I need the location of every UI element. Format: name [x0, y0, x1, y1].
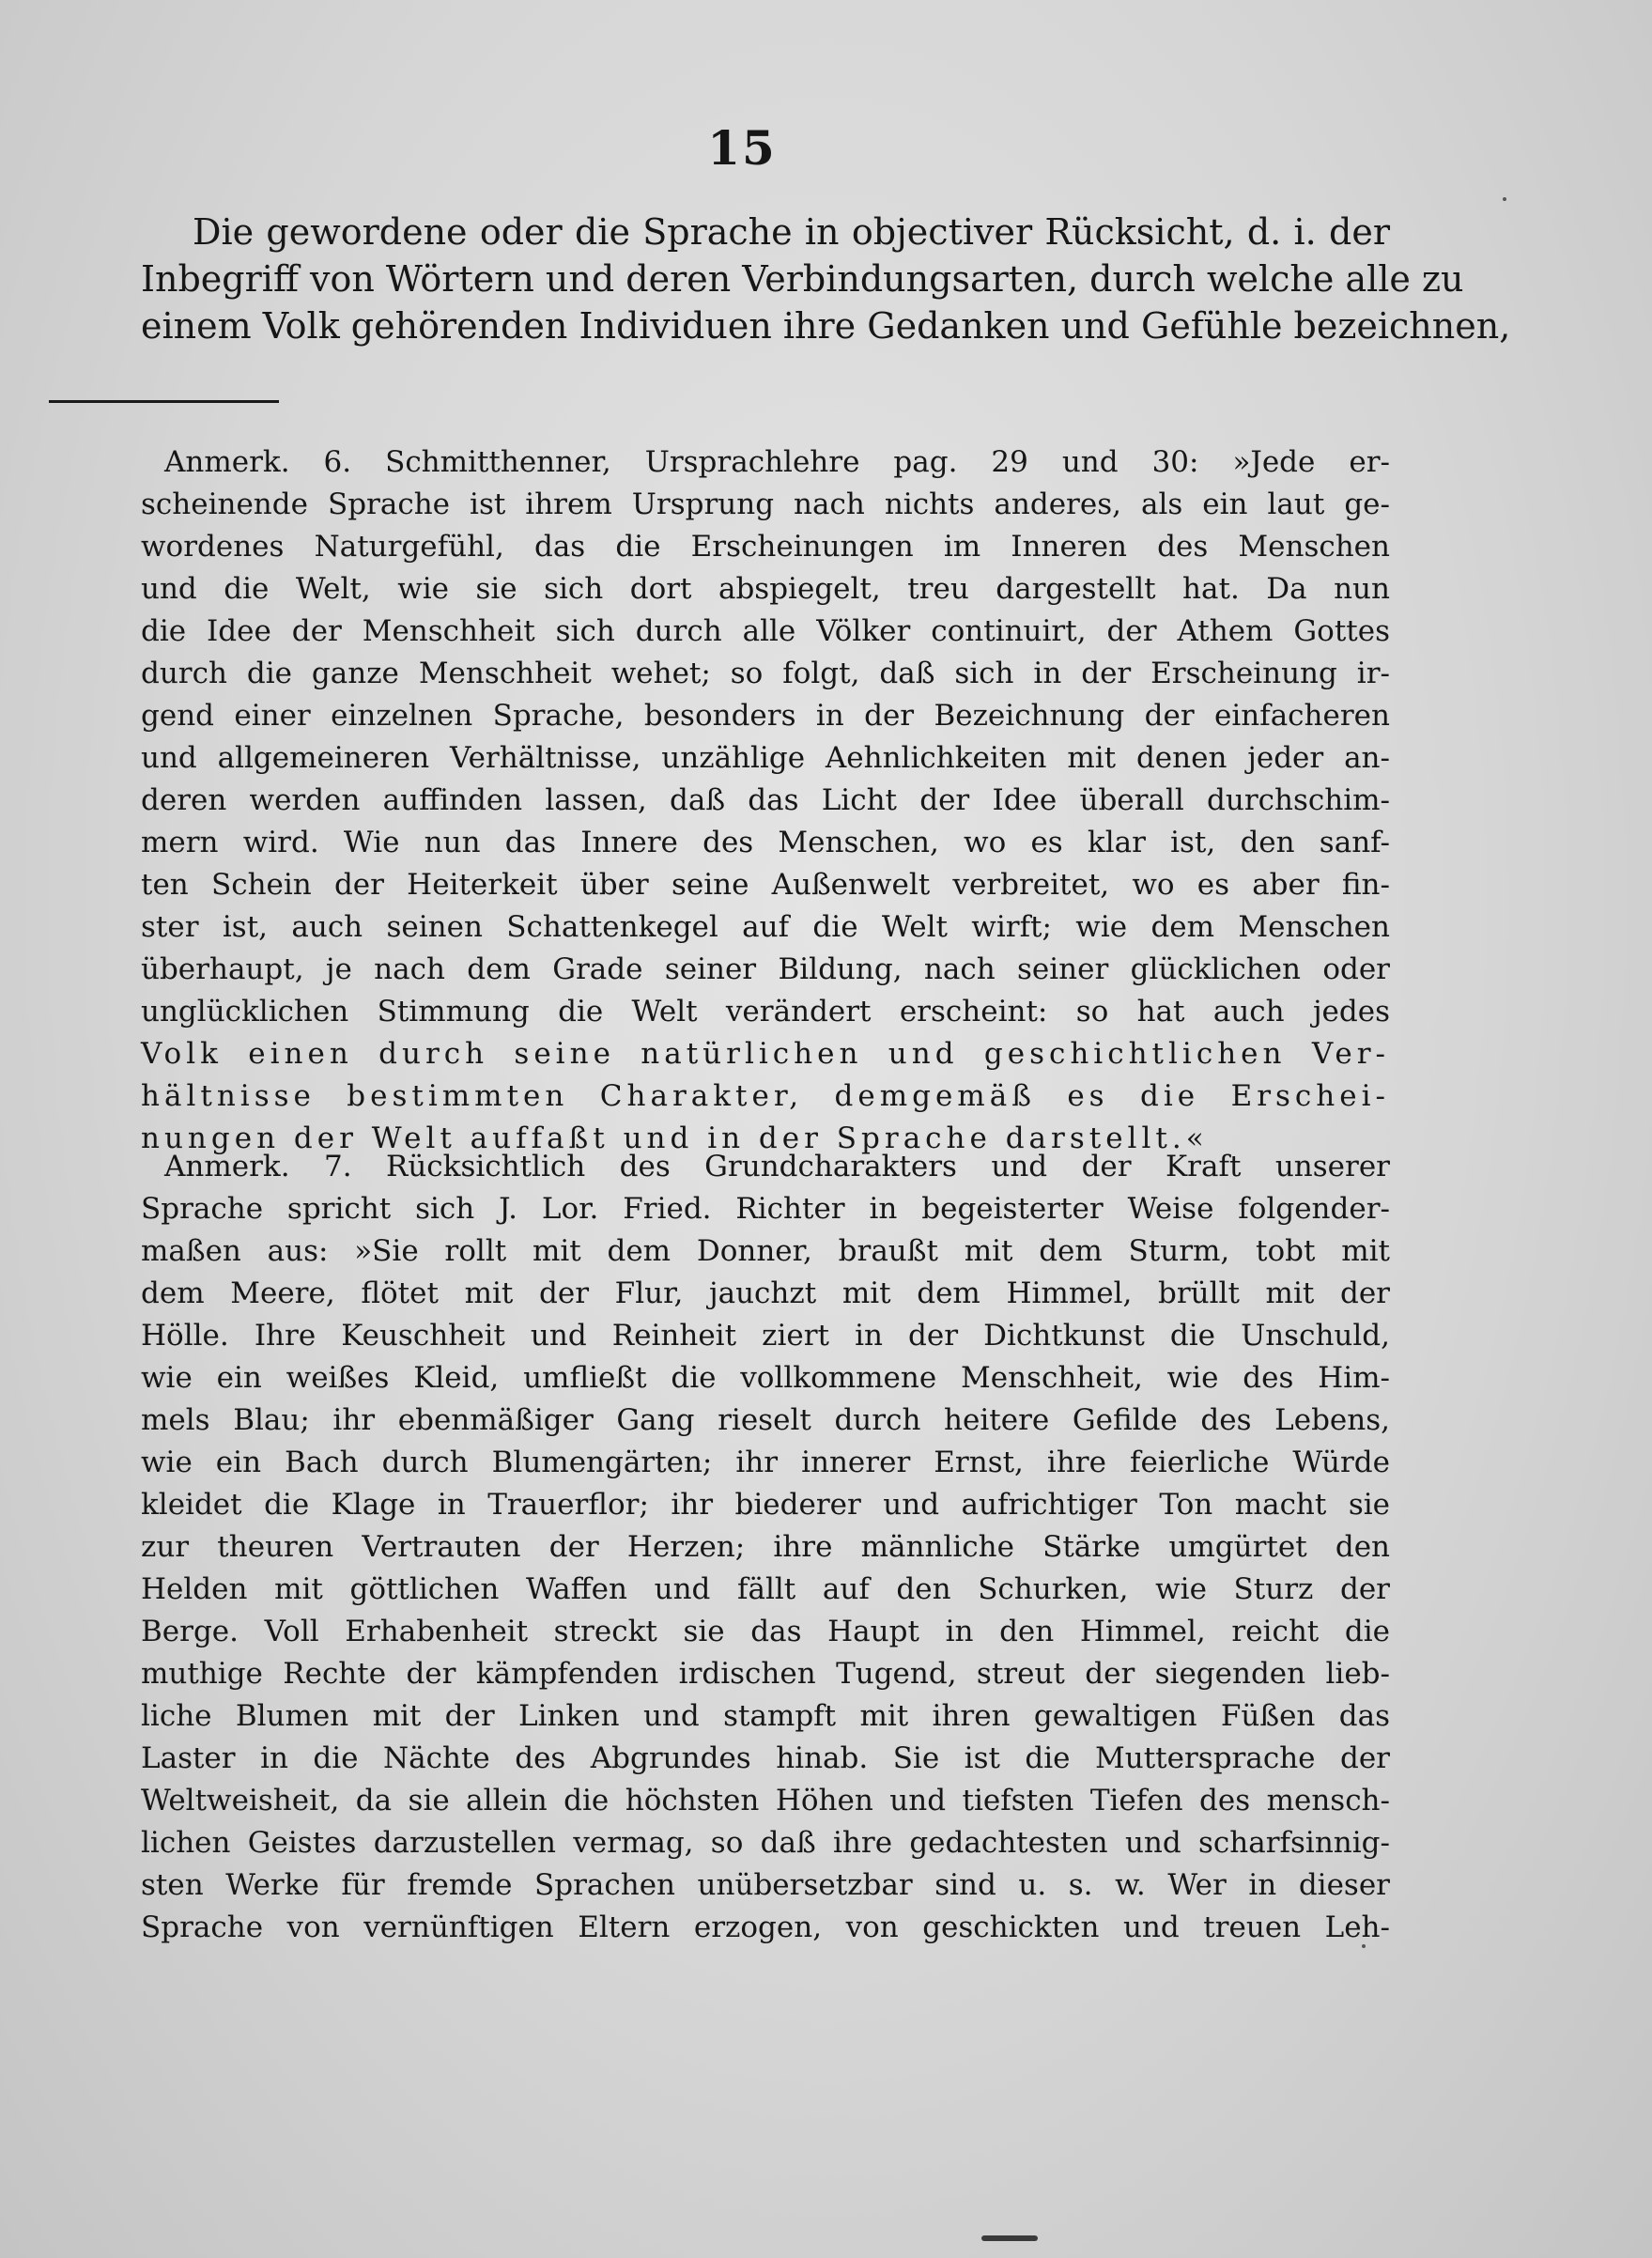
anmerkung-7-line: kleidet die Klage in Trauerflor; ihr biederer und aufrichtiger Ton macht sie [141, 1488, 1390, 1522]
anmerkung-7-line: Weltweisheit, da sie allein die höchsten Höhen und tiefsten Tiefen des mensch- [141, 1784, 1390, 1817]
anmerkung-6-line: scheinende Sprache ist ihrem Ursprung nach nichts anderes, als ein laut ge- [141, 487, 1390, 521]
intro-paragraph [141, 209, 1511, 349]
anmerkung-6-line: überhaupt, je nach dem Grade seiner Bildung, nach seiner glücklichen oder [141, 952, 1390, 986]
anmerkung-7-line: mels Blau; ihr ebenmäßiger Gang rieselt durch heitere Gefilde des Lebens, [141, 1403, 1390, 1437]
paper-speck [981, 2235, 1038, 2241]
intro-line: einem Volk gehörenden Individuen ihre Gedanken und Gefühle bezeichnen, [141, 305, 1511, 347]
anmerkung-6-line: deren werden auffinden lassen, daß das Licht der Idee überall durchschim- [141, 783, 1390, 817]
anmerkung-7-line: maßen aus: »Sie rollt mit dem Donner, braußt mit dem Sturm, tobt mit [141, 1234, 1390, 1268]
anmerkung-7-line: Berge. Voll Erhabenheit streckt sie das Haupt in den Himmel, reicht die [141, 1615, 1390, 1648]
anmerkung-7-line: wie ein weißes Kleid, umfließt die vollkommene Menschheit, wie des Him- [141, 1361, 1390, 1395]
paper-speck [1503, 197, 1506, 201]
anmerkung-7-line: Sprache von vernünftigen Eltern erzogen, von geschickten und treuen Leh- [141, 1910, 1390, 1944]
anmerkung-6-line: hältnisse bestimmten Charakter, demgemäß es die Erschei- [141, 1079, 1390, 1113]
page-number: 15 [707, 120, 777, 176]
anmerkung-7-line: dem Meere, flötet mit der Flur, jauchzt mit dem Himmel, brüllt mit der [141, 1276, 1390, 1310]
anmerkung-7-line: Anmerk. 7. Rücksichtlich des Grundcharakters und der Kraft unserer [164, 1150, 1390, 1183]
anmerkung-7-line: muthige Rechte der kämpfenden irdischen Tugend, streut der siegenden lieb- [141, 1657, 1390, 1691]
intro-line: Die gewordene oder die Sprache in objectiver Rücksicht, d. i. der [193, 211, 1390, 253]
anmerkung-6-line: die Idee der Menschheit sich durch alle Völker continuirt, der Athem Gottes [141, 614, 1390, 648]
paper-speck [1362, 1944, 1366, 1948]
anmerkung-7-line: sten Werke für fremde Sprachen unübersetzbar sind u. s. w. Wer in dieser [141, 1868, 1390, 1902]
anmerkung-6-line: ten Schein der Heiterkeit über seine Außenwelt verbreitet, wo es aber fin- [141, 868, 1390, 902]
anmerkung-6 [141, 441, 1390, 1160]
anmerkung-6-line: gend einer einzelnen Sprache, besonders in der Bezeichnung der einfacheren [141, 699, 1390, 733]
anmerkung-7 [141, 1146, 1390, 1949]
anmerkung-7-line: liche Blumen mit der Linken und stampft mit ihren gewaltigen Füßen das [141, 1699, 1390, 1733]
intro-line: Inbegriff von Wörtern und deren Verbindungsarten, durch welche alle zu [141, 258, 1464, 300]
anmerkung-7-line: Laster in die Nächte des Abgrundes hinab. Sie ist die Muttersprache der [141, 1741, 1390, 1775]
anmerkung-6-line: und allgemeineren Verhältnisse, unzählige Aehnlichkeiten mit denen jeder an- [141, 741, 1390, 775]
separator-rule [49, 400, 279, 403]
anmerkung-6-line: durch die ganze Menschheit wehet; so folgt, daß sich in der Erscheinung ir- [141, 657, 1390, 690]
anmerkung-7-line: lichen Geistes darzustellen vermag, so daß ihre gedachtesten und scharfsinnig- [141, 1826, 1390, 1860]
anmerkung-6-line: nungen der Welt auffaßt und in der Sprache darstellt.« [141, 1121, 1209, 1155]
anmerkung-7-line: Sprache spricht sich J. Lor. Fried. Richter in begeisterter Weise folgender- [141, 1192, 1390, 1226]
anmerkung-6-line: ster ist, auch seinen Schattenkegel auf die Welt wirft; wie dem Menschen [141, 910, 1390, 944]
anmerkung-7-line: zur theuren Vertrauten der Herzen; ihre männliche Stärke umgürtet den [141, 1530, 1390, 1564]
anmerkung-6-line: mern wird. Wie nun das Innere des Menschen, wo es klar ist, den sanf- [141, 826, 1390, 859]
anmerkung-7-line: Hölle. Ihre Keuschheit und Reinheit ziert in der Dichtkunst die Unschuld, [141, 1319, 1390, 1353]
anmerkung-7-line: Helden mit göttlichen Waffen und fällt auf den Schurken, wie Sturz der [141, 1572, 1390, 1606]
anmerkung-7-line: wie ein Bach durch Blumengärten; ihr innerer Ernst, ihre feierliche Würde [141, 1446, 1390, 1479]
anmerkung-6-line: Volk einen durch seine natürlichen und geschichtlichen Ver- [141, 1037, 1390, 1071]
anmerkung-6-line: unglücklichen Stimmung die Welt verändert erscheint: so hat auch jedes [141, 995, 1390, 1028]
anmerkung-6-line: wordenes Naturgefühl, das die Erscheinungen im Inneren des Menschen [141, 530, 1390, 564]
anmerkung-6-line: und die Welt, wie sie sich dort abspiegelt, treu dargestellt hat. Da nun [141, 572, 1390, 606]
anmerkung-6-line: Anmerk. 6. Schmitthenner, Ursprachlehre pag. 29 und 30: »Jede er- [164, 445, 1390, 479]
